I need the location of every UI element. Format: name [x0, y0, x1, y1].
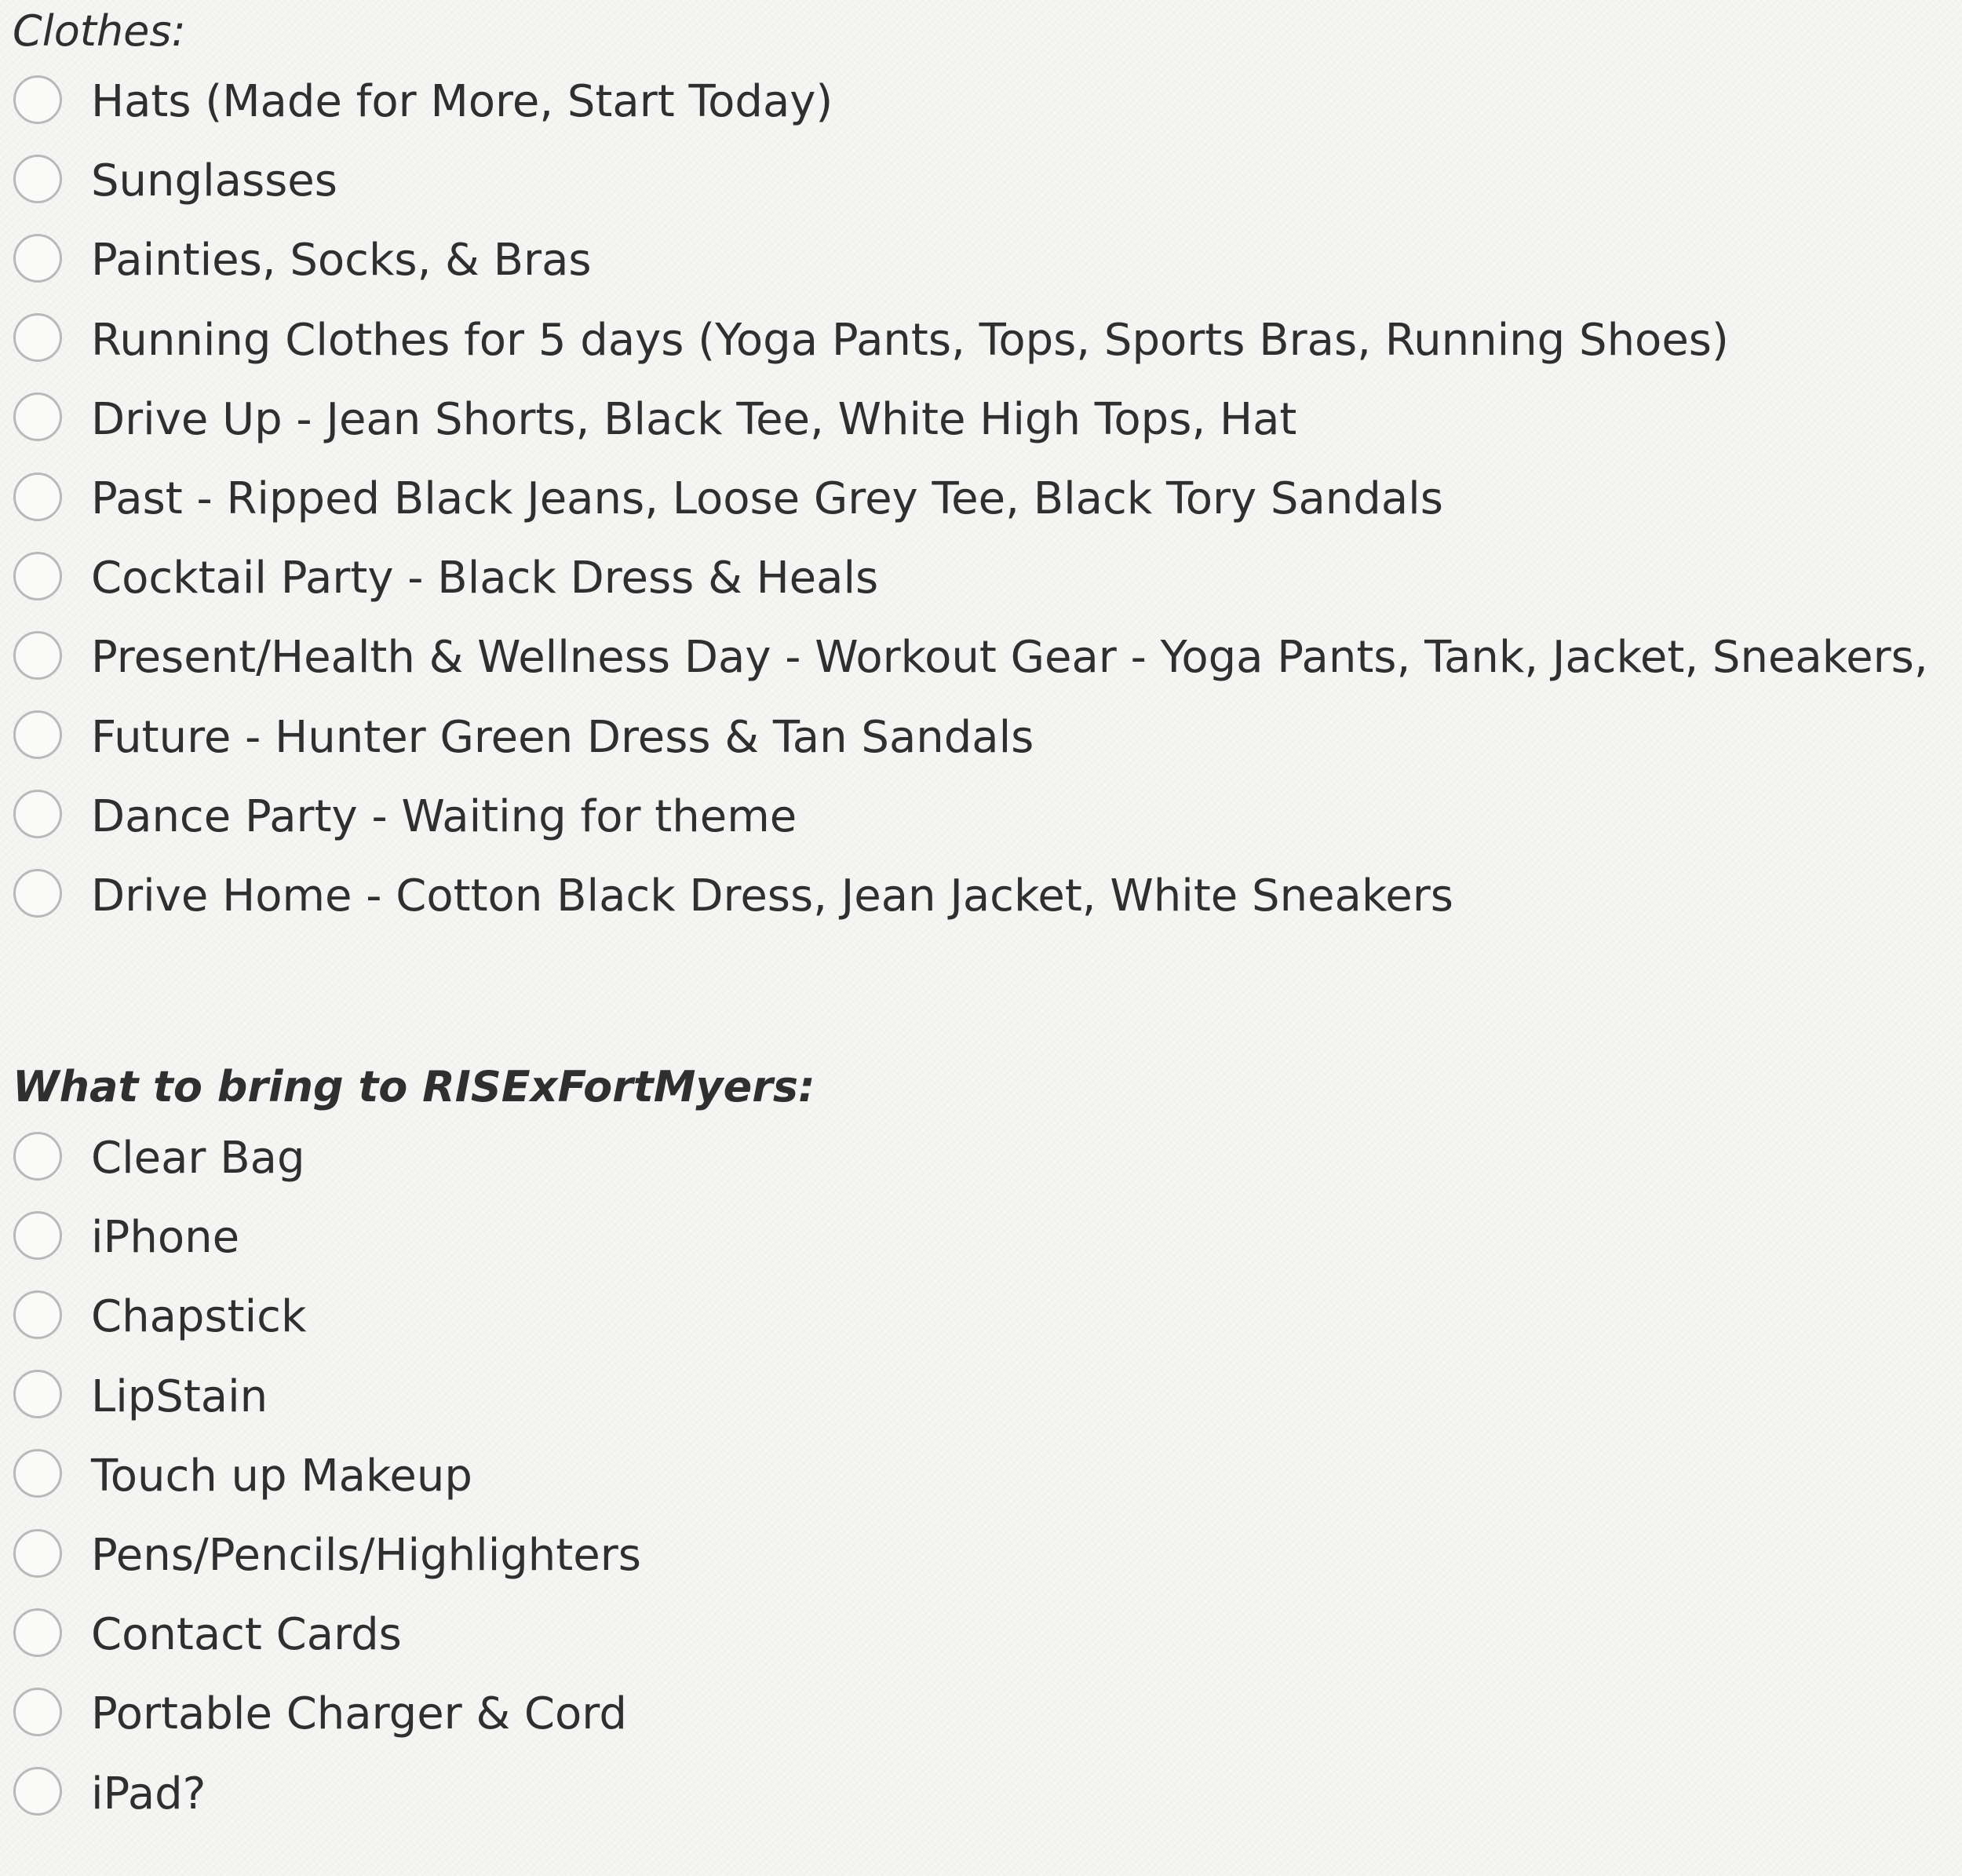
- checkbox-circle-icon[interactable]: [13, 1529, 62, 1578]
- checkbox-circle-icon[interactable]: [13, 1211, 62, 1260]
- checklist-item-label: Past - Ripped Black Jeans, Loose Grey Tee, Black Tory Sandals: [91, 473, 1443, 524]
- checklist-item-label: Hats (Made for More, Start Today): [91, 76, 833, 127]
- checklist-item-label: Touch up Makeup: [91, 1450, 472, 1502]
- checkbox-circle-icon[interactable]: [13, 392, 62, 441]
- checkbox-circle-icon[interactable]: [13, 710, 62, 759]
- checkbox-circle-icon[interactable]: [13, 1132, 62, 1181]
- checkbox-circle-icon[interactable]: [13, 234, 62, 283]
- checklist-item-label: Dance Party - Waiting for theme: [91, 790, 797, 842]
- checkbox-circle-icon[interactable]: [13, 1688, 62, 1736]
- checklist-item-label: iPad?: [91, 1768, 206, 1819]
- section-heading-clothes: Clothes:: [13, 6, 186, 56]
- checklist-item-label: Contact Cards: [91, 1609, 402, 1661]
- checklist-item-label: LipStain: [91, 1371, 268, 1422]
- checkbox-circle-icon[interactable]: [13, 631, 62, 680]
- checklist-item-label: Running Clothes for 5 days (Yoga Pants, Tops, Sports Bras, Running Shoes): [91, 314, 1729, 366]
- checkbox-circle-icon[interactable]: [13, 1449, 62, 1498]
- checklist-item-label: Present/Health & Wellness Day - Workout Gear - Yoga Pants, Tank, Jacket, Sneakers,: [91, 632, 1928, 684]
- checklist-item-label: Drive Up - Jean Shorts, Black Tee, White High Tops, Hat: [91, 393, 1297, 445]
- checkbox-circle-icon[interactable]: [13, 1767, 62, 1816]
- checkbox-circle-icon[interactable]: [13, 313, 62, 362]
- checklist-item-label: Clear Bag: [91, 1133, 305, 1184]
- checklist-item-label: iPhone: [91, 1212, 240, 1264]
- checklist-item-label: Portable Charger & Cord: [91, 1688, 627, 1740]
- checkbox-circle-icon[interactable]: [13, 552, 62, 600]
- checklist-item-label: Future - Hunter Green Dress & Tan Sandals: [91, 711, 1034, 763]
- checkbox-circle-icon[interactable]: [13, 1608, 62, 1657]
- checkbox-circle-icon[interactable]: [13, 473, 62, 521]
- checklist-item-label: Sunglasses: [91, 155, 337, 207]
- checkbox-circle-icon[interactable]: [13, 1370, 62, 1418]
- checkbox-circle-icon[interactable]: [13, 1290, 62, 1339]
- checklist-item-label: Drive Home - Cotton Black Dress, Jean Jacket, White Sneakers: [91, 870, 1453, 922]
- checklist-item-label: Pens/Pencils/Highlighters: [91, 1529, 641, 1581]
- section-heading-what-to-bring: What to bring to RISExFortMyers:: [13, 1062, 815, 1111]
- checkbox-circle-icon[interactable]: [13, 75, 62, 124]
- checklist-item-label: Chapstick: [91, 1291, 307, 1343]
- checklist-item-label: Painties, Socks, & Bras: [91, 235, 592, 287]
- checkbox-circle-icon[interactable]: [13, 790, 62, 838]
- checkbox-circle-icon[interactable]: [13, 155, 62, 203]
- checkbox-circle-icon[interactable]: [13, 869, 62, 918]
- checklist-item-label: Cocktail Party - Black Dress & Heals: [91, 553, 879, 604]
